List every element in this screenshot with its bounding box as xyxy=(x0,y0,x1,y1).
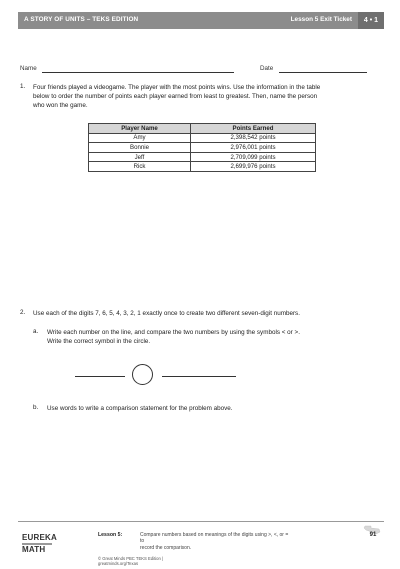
first-number-line[interactable] xyxy=(75,376,125,377)
name-label: Name xyxy=(20,65,37,72)
part-a-line: Write the correct symbol in the circle. xyxy=(47,338,151,345)
lesson-title: Lesson 5 Exit Ticket xyxy=(290,16,352,23)
question-2-text: Use each of the digits 7, 6, 5, 4, 3, 2, 1 exactly once to create two different seven-digit numbers. xyxy=(33,310,300,317)
second-number-line[interactable] xyxy=(162,376,236,377)
question-2-number: 2. xyxy=(20,309,26,316)
name-field[interactable] xyxy=(42,72,234,73)
question-1-line: who won the game. xyxy=(33,102,88,109)
part-a-label: a. xyxy=(33,328,39,335)
question-1-number: 1. xyxy=(20,83,26,90)
copyright-line: greatminds.org/Texas xyxy=(98,561,139,566)
comparison-symbol-circle[interactable] xyxy=(132,364,153,385)
question-1-text xyxy=(33,83,383,110)
table-row xyxy=(89,133,316,143)
player-name: Jeff xyxy=(89,152,191,162)
footer-divider xyxy=(18,521,384,522)
footer-desc-line: record the comparison. xyxy=(140,544,192,551)
header-bar xyxy=(18,12,384,29)
eureka-math-logo xyxy=(22,534,60,554)
date-field[interactable] xyxy=(279,72,367,73)
player-name: Rick xyxy=(89,162,191,172)
question-1-answer-area[interactable] xyxy=(33,182,383,302)
table-row xyxy=(89,162,316,172)
column-header: Player Name xyxy=(89,124,191,134)
grade-module-badge: 4 • 1 xyxy=(358,12,384,29)
footer-desc-line: Compare numbers based on meanings of the digits using >, <, or = to xyxy=(140,532,289,545)
table-row xyxy=(89,143,316,153)
player-name: Amy xyxy=(89,133,191,143)
part-b-answer-area[interactable] xyxy=(47,416,377,512)
footer-copyright xyxy=(98,556,163,566)
curriculum-title: A STORY OF UNITS – TEKS EDITION xyxy=(24,16,139,23)
copyright-line: © Great Minds PBC TEKS Edition | xyxy=(98,556,164,561)
points-earned: 2,976,001 points xyxy=(190,143,315,153)
table-header-row xyxy=(89,124,316,134)
part-a-line: Write each number on the line, and compare the two numbers by using the symbols < or >. xyxy=(47,329,300,336)
footer-lesson-description xyxy=(140,532,290,551)
points-earned: 2,709,099 points xyxy=(190,152,315,162)
player-name: Bonnie xyxy=(89,143,191,153)
footer-lesson-label: Lesson 5: xyxy=(98,532,123,538)
logo-word: MATH xyxy=(22,545,46,554)
question-1-line: Four friends played a videogame. The player with the most points wins. Use the information in the table xyxy=(33,84,321,91)
table-row xyxy=(89,152,316,162)
logo-word: EUREKA xyxy=(22,533,57,542)
date-label: Date xyxy=(260,65,274,72)
question-1-line: below to order the number of points each player earned from least to greatest. Then, name the person xyxy=(33,93,318,100)
column-header: Points Earned xyxy=(190,124,315,134)
part-b-label: b. xyxy=(33,404,39,411)
part-b-text: Use words to write a comparison statement for the problem above. xyxy=(47,405,233,412)
points-earned: 2,699,976 points xyxy=(190,162,315,172)
player-points-table xyxy=(88,123,316,172)
part-a-text xyxy=(47,328,377,346)
page-number: 91 xyxy=(369,532,377,538)
points-earned: 2,398,542 points xyxy=(190,133,315,143)
